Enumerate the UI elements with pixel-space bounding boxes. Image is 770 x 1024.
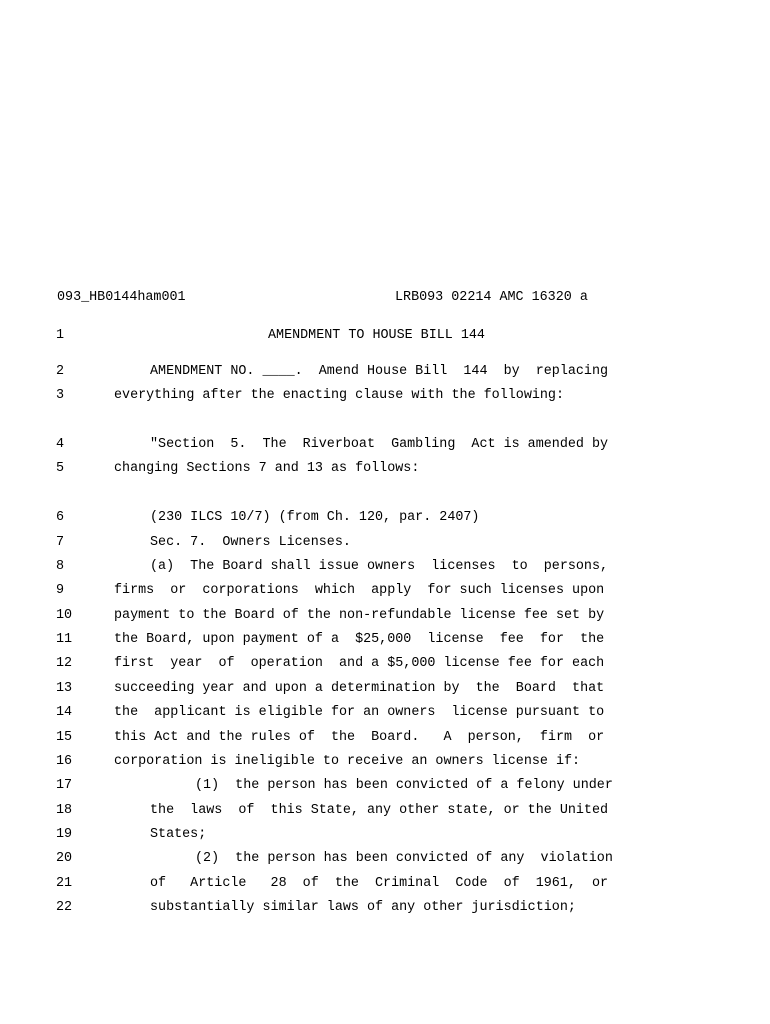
document-line	[0, 328, 770, 348]
document-line	[0, 388, 770, 408]
line-text: substantially similar laws of any other jurisdiction;	[150, 900, 576, 915]
line-number: 19	[56, 827, 73, 842]
line-number: 14	[56, 705, 73, 720]
line-number: 4	[56, 437, 65, 452]
line-text: States;	[150, 827, 207, 842]
line-number: 11	[56, 632, 73, 647]
line-text: changing Sections 7 and 13 as follows:	[114, 461, 420, 476]
line-number: 10	[56, 608, 73, 623]
line-number: 20	[56, 851, 73, 866]
line-text: this Act and the rules of the Board. A person, firm or	[114, 730, 605, 745]
line-text: the Board, upon payment of a $25,000 license fee for the	[114, 632, 605, 647]
document-line	[0, 608, 770, 628]
line-text: succeeding year and upon a determination by the Board that	[114, 681, 605, 696]
line-text: "Section 5. The Riverboat Gambling Act is amended by	[150, 437, 609, 452]
amendment-title: AMENDMENT TO HOUSE BILL 144	[268, 328, 485, 343]
document-line	[0, 803, 770, 823]
line-number: 7	[56, 535, 65, 550]
document-line	[0, 656, 770, 676]
document-line	[0, 705, 770, 725]
line-number: 3	[56, 388, 65, 403]
document-line	[0, 876, 770, 896]
line-text: corporation is ineligible to receive an owners license if:	[114, 754, 581, 769]
document-line	[0, 559, 770, 579]
document-line	[0, 632, 770, 652]
line-number: 12	[56, 656, 73, 671]
line-number: 13	[56, 681, 73, 696]
document-line	[0, 535, 770, 555]
document-line	[0, 778, 770, 798]
line-number: 2	[56, 364, 65, 379]
line-text: AMENDMENT NO. ____. Amend House Bill 144 by replacing	[150, 364, 609, 379]
document-line	[0, 437, 770, 457]
document-id: 093_HB0144ham001	[57, 290, 186, 305]
document-line	[0, 510, 770, 530]
line-number: 9	[56, 583, 65, 598]
document-line	[0, 900, 770, 920]
line-text: the applicant is eligible for an owners license pursuant to	[114, 705, 605, 720]
line-number: 1	[56, 328, 65, 343]
line-text: (a) The Board shall issue owners licenses to persons,	[150, 559, 609, 574]
line-text: Sec. 7. Owners Licenses.	[150, 535, 351, 550]
line-number: 5	[56, 461, 65, 476]
line-text: (2) the person has been convicted of any violation	[195, 851, 613, 866]
line-text: everything after the enacting clause with the following:	[114, 388, 564, 403]
line-number: 6	[56, 510, 65, 525]
document-line	[0, 461, 770, 481]
line-number: 18	[56, 803, 73, 818]
line-number: 17	[56, 778, 73, 793]
line-text: firms or corporations which apply for such licenses upon	[114, 583, 605, 598]
document-line	[0, 730, 770, 750]
line-text: payment to the Board of the non-refundable license fee set by	[114, 608, 605, 623]
line-number: 22	[56, 900, 73, 915]
line-number: 16	[56, 754, 73, 769]
line-text: of Article 28 of the Criminal Code of 1961, or	[150, 876, 609, 891]
document-line	[0, 827, 770, 847]
document-line	[0, 754, 770, 774]
line-text: (230 ILCS 10/7) (from Ch. 120, par. 2407)	[150, 510, 480, 525]
document-line	[0, 851, 770, 871]
line-text: (1) the person has been convicted of a felony under	[195, 778, 613, 793]
document-line	[0, 583, 770, 603]
line-text: the laws of this State, any other state, or the United	[150, 803, 609, 818]
document-line	[0, 364, 770, 384]
lrb-code: LRB093 02214 AMC 16320 a	[395, 290, 588, 305]
line-number: 21	[56, 876, 73, 891]
line-text: first year of operation and a $5,000 license fee for each	[114, 656, 605, 671]
line-number: 8	[56, 559, 65, 574]
line-number: 15	[56, 730, 73, 745]
document-line	[0, 681, 770, 701]
